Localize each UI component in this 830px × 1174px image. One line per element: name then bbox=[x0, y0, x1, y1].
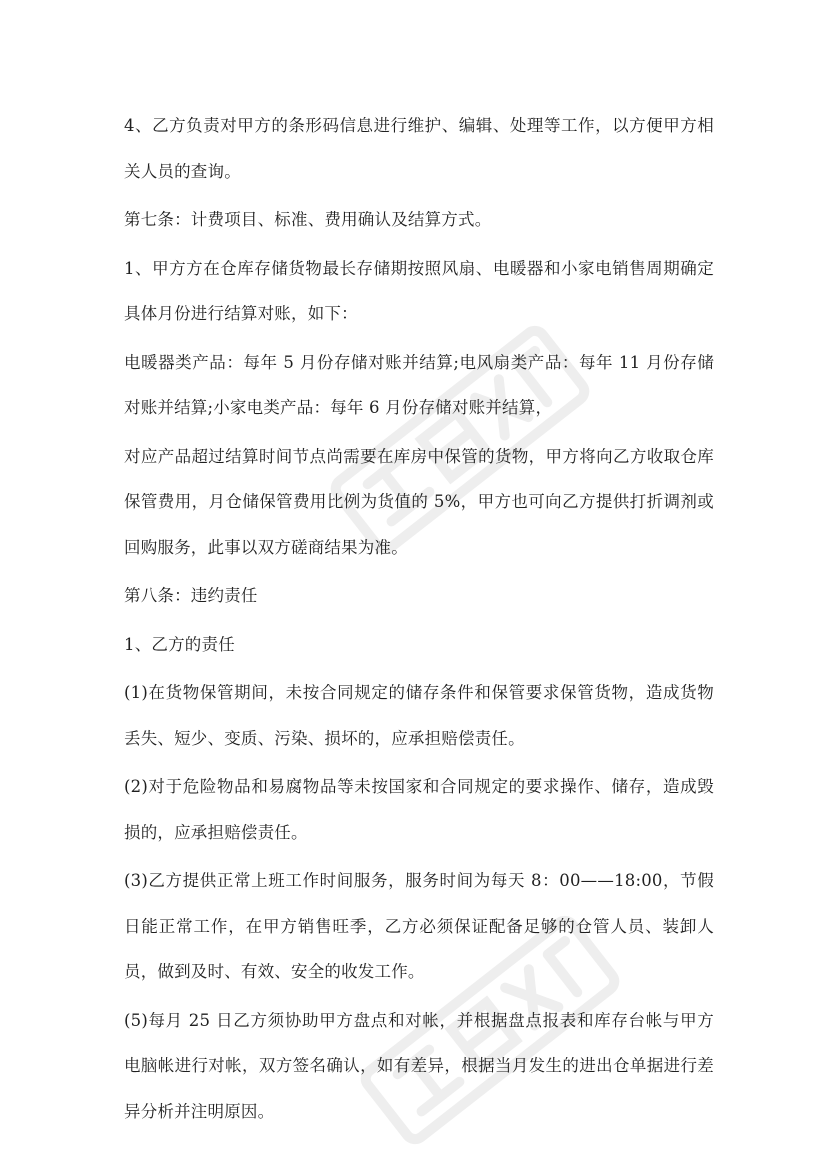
heading-article-7: 第七条：计费项目、标准、费用确认及结算方式。 bbox=[124, 210, 492, 229]
paragraph-clause-4: 4、乙方负责对甲方的条形码信息进行维护、编辑、处理等工作，以方便甲方相关人员的查询。 bbox=[124, 116, 714, 181]
paragraph-settlement-period: 1、甲方方在仓库存储货物最长存储期按照风扇、电暖器和小家电销售周期确定具体月份进行结算对账，如下： bbox=[124, 258, 714, 323]
paragraph-item-1: (1)在货物保管期间，未按合同规定的储存条件和保管要求保管货物，造成货物丢失、短少、变质、污染、损坏的，应承担赔偿责任。 bbox=[124, 683, 714, 748]
document-body bbox=[124, 103, 714, 1137]
paragraph-item-2: (2)对于危险物品和易腐物品等未按国家和合同规定的要求操作、储存，造成毁损的，应承担赔偿责任。 bbox=[124, 777, 714, 842]
paragraph-storage-fee: 对应产品超过结算时间节点尚需要在库房中保管的货物，甲方将向乙方收取仓库保管费用，月仓储保管费用比例为货值的 5%，甲方也可向乙方提供打折调剂或回购服务，此事以双方磋商结果为准。 bbox=[124, 446, 714, 557]
paragraph-item-3: (3)乙方提供正常上班工作时间服务，服务时间为每天 8：00——18:00，节假日能正常工作，在甲方销售旺季，乙方必须保证配备足够的仓管人员、装卸人员，做到及时、有效、安全的收发工作。 bbox=[124, 871, 714, 981]
heading-article-8: 第八条：违约责任 bbox=[124, 586, 258, 605]
paragraph-product-schedule: 电暖器类产品：每年 5 月份存储对账并结算;电风扇类产品：每年 11 月份存储对账并结算;小家电类产品：每年 6 月份存储对账并结算， bbox=[124, 352, 714, 417]
paragraph-item-5: (5)每月 25 日乙方须协助甲方盘点和对帐，并根据盘点报表和库存台帐与甲方电脑帐进行对帐，双方签名确认，如有差异，根据当月发生的进出仓单据进行差异分析并注明原因。 bbox=[124, 1010, 714, 1121]
heading-party-b-liability: 1、乙方的责任 bbox=[124, 634, 235, 654]
